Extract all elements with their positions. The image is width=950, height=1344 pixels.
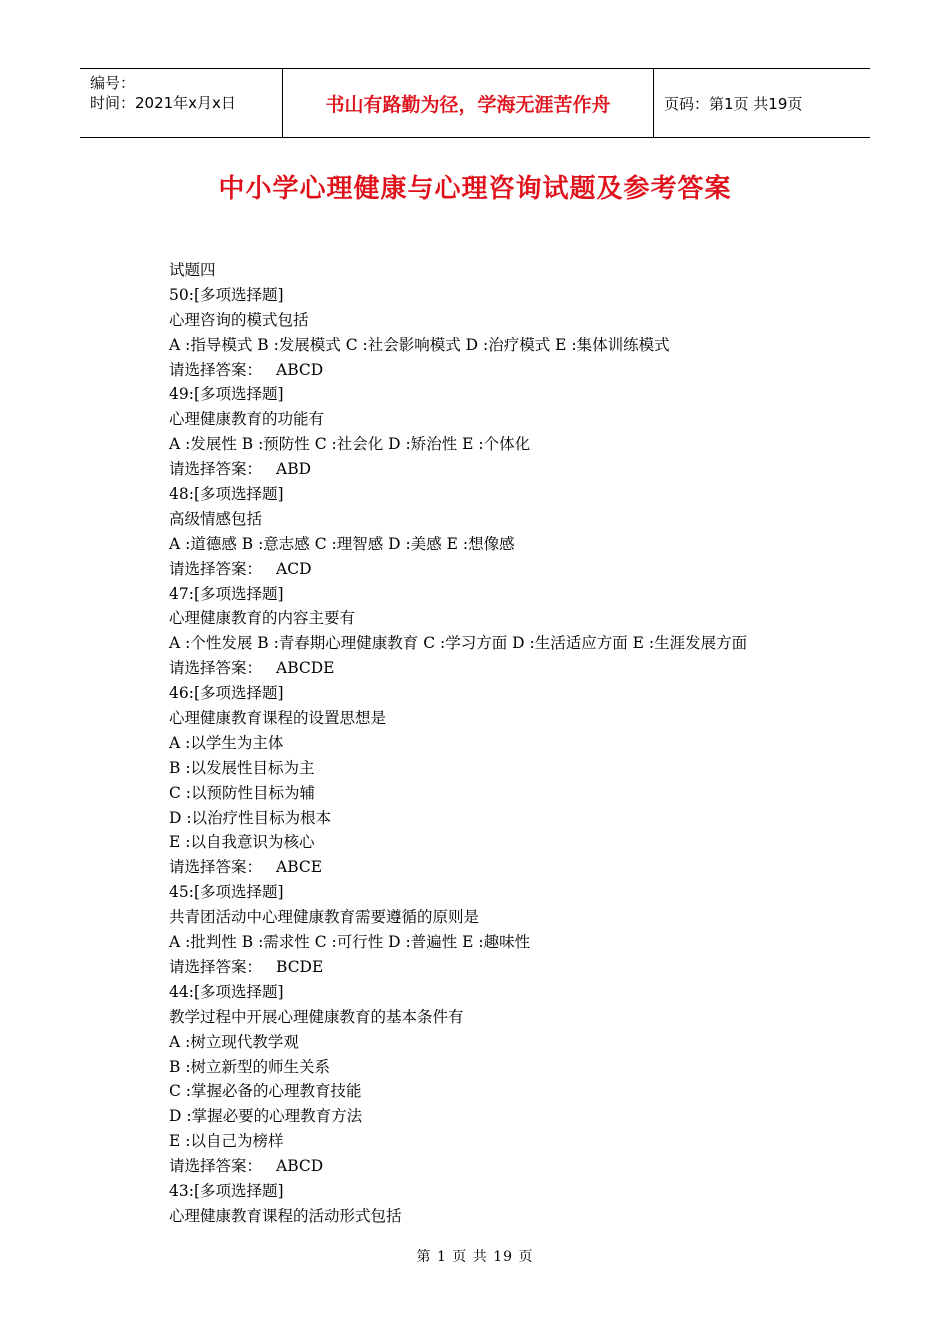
section-heading: 试题四	[169, 261, 216, 279]
question-stem: 共青团活动中心理健康教育需要遵循的原则是	[169, 908, 480, 927]
page-header	[80, 68, 870, 138]
question-number: 50:[多项选择题]	[169, 285, 284, 304]
answer-value: BCDE	[276, 957, 324, 976]
answer-prefix: 请选择答案：	[169, 957, 263, 976]
question-option: D :以治疗性目标为根本	[169, 808, 332, 827]
answer-line	[169, 955, 869, 980]
answer-prefix: 请选择答案：	[169, 360, 263, 379]
question-stem: 心理健康教育课程的活动形式包括	[169, 1206, 402, 1225]
question-option: C :以预防性目标为辅	[169, 783, 316, 802]
question-option: A :个性发展 B :青春期心理健康教育 C :学习方面 D :生活适应方面 E :生涯发展方面	[169, 634, 748, 653]
question-stem: 心理咨询的模式包括	[169, 310, 309, 329]
answer-value: ABCD	[276, 360, 324, 379]
answer-value: ABCE	[276, 858, 323, 877]
question-number: 45:[多项选择题]	[169, 883, 284, 902]
answer-prefix: 请选择答案：	[169, 559, 263, 578]
question-stem: 心理健康教育的功能有	[169, 410, 325, 429]
answer-prefix: 请选择答案：	[169, 1157, 263, 1176]
answer-prefix: 请选择答案：	[169, 460, 263, 479]
header-meta	[80, 69, 282, 137]
answer-value: ABCDE	[276, 659, 335, 678]
answer-value: ABD	[276, 460, 312, 479]
question-number: 44:[多项选择题]	[169, 982, 284, 1001]
question-stem: 高级情感包括	[169, 509, 263, 528]
date-label: 时间：2021年x月x日	[90, 94, 236, 112]
question-number: 48:[多项选择题]	[169, 485, 284, 504]
answer-prefix: 请选择答案：	[169, 858, 263, 877]
answer-value: ACD	[276, 559, 312, 578]
question-option: A :以学生为主体	[169, 733, 284, 752]
answer-prefix: 请选择答案：	[169, 659, 263, 678]
question-stem: 心理健康教育课程的设置思想是	[169, 709, 387, 728]
question-number: 47:[多项选择题]	[169, 584, 284, 603]
question-number: 46:[多项选择题]	[169, 684, 284, 703]
question-option: E :以自己为榜样	[169, 1132, 284, 1151]
question-option: E :以自我意识为核心	[169, 833, 315, 852]
document-title: 中小学心理健康与心理咨询试题及参考答案	[218, 174, 732, 204]
answer-line	[169, 656, 869, 681]
question-number: 43:[多项选择题]	[169, 1181, 284, 1200]
number-label: 编号：	[90, 74, 136, 92]
header-motto: 书山有路勤为径，学海无涯苦作舟	[282, 69, 654, 137]
question-number: 49:[多项选择题]	[169, 385, 284, 404]
question-option: B :树立新型的师生关系	[169, 1057, 331, 1076]
question-option: C :掌握必备的心理教育技能	[169, 1082, 362, 1101]
question-option: A :道德感 B :意志感 C :理智感 D :美感 E :想像感	[169, 534, 515, 553]
answer-line	[169, 1154, 869, 1179]
question-stem: 教学过程中开展心理健康教育的基本条件有	[169, 1007, 464, 1026]
answer-value: ABCD	[276, 1157, 324, 1176]
question-option: B :以发展性目标为主	[169, 758, 315, 777]
page-footer: 第 1 页 共 19 页	[416, 1249, 534, 1265]
question-option: D :掌握必要的心理教育方法	[169, 1107, 363, 1126]
question-option: A :批判性 B :需求性 C :可行性 D :普遍性 E :趣味性	[169, 933, 531, 952]
header-page-info: 页码：第1页 共19页	[664, 94, 803, 113]
question-stem: 心理健康教育的内容主要有	[169, 609, 356, 628]
answer-line	[169, 457, 869, 482]
question-option: A :指导模式 B :发展模式 C :社会影响模式 D :治疗模式 E :集体训练模式	[169, 335, 670, 354]
answer-line	[169, 557, 869, 582]
question-option: A :发展性 B :预防性 C :社会化 D :矫治性 E :个体化	[169, 435, 531, 454]
question-option: A :树立现代教学观	[169, 1032, 299, 1051]
question-list	[169, 258, 869, 1229]
answer-line	[169, 358, 869, 383]
answer-line	[169, 855, 869, 880]
